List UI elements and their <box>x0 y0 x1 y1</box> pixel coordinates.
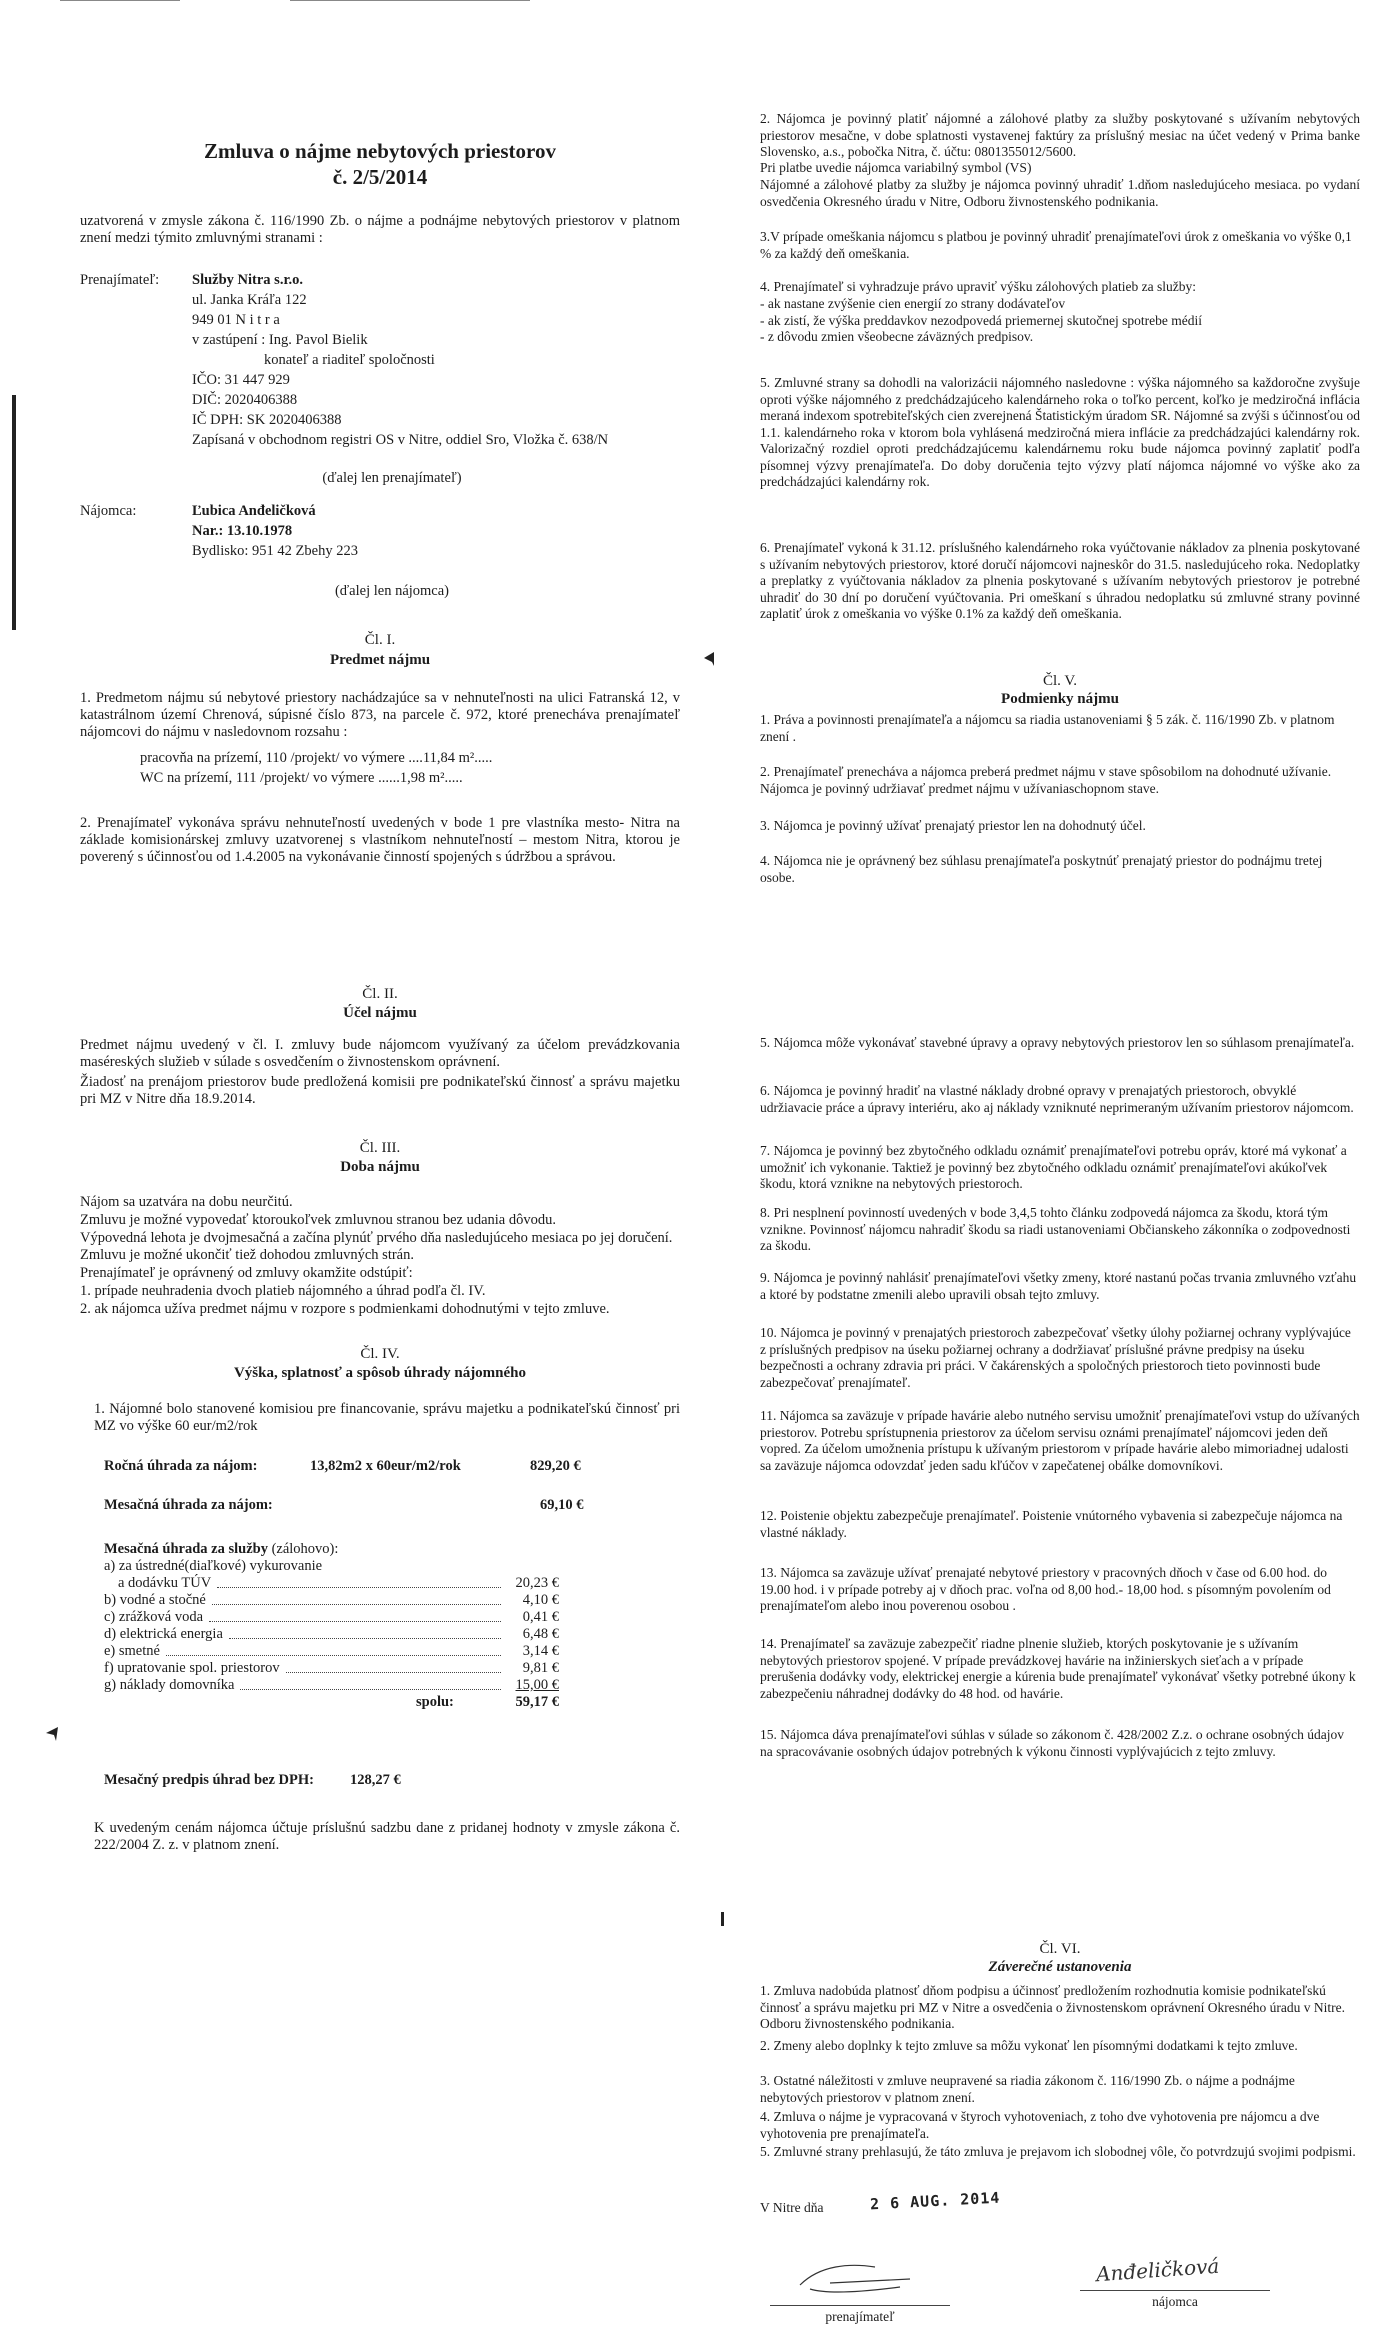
valorization-para: 5. Zmluvné strany sa dohodli na valorizácii nájomného nasledovne : výška nájomného sa každoročne zvyšuje oproti výške nájomného z predchádzajúceho kalendárneho roka o toľko percent, koľko je medziročná inflácia meraná indexom spotrebiteľských cien zverejnená Štatistickým úradom SR. Nájomné sa zvýši s účinnosťou od 1.1. kalendárneho roka v ktorom bola vyhlásená medziročná miera inflácie za predchádzajúci kalendárny rok. Valorizačný rozdiel oproti predchádzajúcemu kalendárnemu roku bude nájomca povinný zaplatiť podľa písomnej výzvy prenajímateľa. Do doby doručenia tejto výzvy platí nájomca nájomné vo výške ako za predchádzajúci kalendárny rok. <box>760 375 1360 489</box>
landlord-line: v zastúpení : Ing. Pavol Bielik <box>192 332 368 348</box>
left-column <box>80 0 680 2330</box>
advance-adjust-item: - ak zistí, že výška preddavkov nezodpovedá priemernej skutočnej spotrebe médií <box>760 312 1202 328</box>
art2-title: Účel nájmu <box>343 1005 417 1021</box>
advance-adjust-list <box>760 296 1360 346</box>
total-label: Mesačný predpis úhrad bez DPH: <box>104 1772 314 1788</box>
service-row <box>104 1660 559 1677</box>
landlord-signature-line <box>770 2305 950 2306</box>
landlord-line: konateľ a riaditeľ spoločnosti <box>264 352 435 368</box>
tenant-signature-line <box>1080 2290 1270 2291</box>
services-block <box>104 1541 644 1712</box>
art2-para2: Žiadosť na prenájom priestorov bude predložená komisii pre podnikateľskú činnosť a správu majetku pri MZ v Nitre dňa 18.9.2014. <box>80 1074 680 1107</box>
margin-tick-icon <box>718 1910 728 1930</box>
landlord-label: Prenajímateľ: <box>80 272 160 288</box>
art5-item: 15. Nájomca dáva prenajímateľovi súhlas v súlade so zákonom č. 428/2002 Z.z. o ochrane osobných údajov na spracovávanie osobných údajov potrebných k výkonu činnosti vyplývajúcich z tejto zmluvy. <box>760 1727 1344 1759</box>
service-value: 20,23 € <box>515 1575 559 1591</box>
margin-binding-mark <box>12 395 16 630</box>
advance-adjust-para: 4. Prenajímateľ si vyhradzuje právo upraviť výšku zálohových platieb za služby: <box>760 279 1197 294</box>
art6-item: 5. Zmluvné strany prehlasujú, že táto zmluva je prejavom ich slobodnej vôle, čo potvrdzujú svojimi podpismi. <box>760 2144 1356 2159</box>
tenant-alias: (ďalej len nájomca) <box>334 583 450 599</box>
landlord-alias: (ďalej len prenajímateľ) <box>322 470 462 486</box>
art5-title: Podmienky nájmu <box>1001 691 1119 707</box>
vat-note: K uvedeným cenám nájomca účtuje príslušnú sadzbu dane z pridanej hodnoty v zmysle zákona č. 222/2004 Z. z. v platnom znení. <box>94 1820 680 1853</box>
service-label: d) elektrická energia <box>104 1626 223 1642</box>
service-value: 15,00 € <box>515 1677 559 1693</box>
service-row <box>104 1575 559 1592</box>
tenant-signature: Anđeličková <box>1095 2253 1221 2287</box>
monthly-rent-label: Mesačná úhrada za nájom: <box>104 1497 273 1513</box>
total-value: 128,27 € <box>350 1772 401 1788</box>
services-sum-value: 59,17 € <box>515 1694 559 1710</box>
landlord-block <box>192 272 680 452</box>
tenant-signature-label: nájomca <box>1152 2294 1198 2309</box>
advance-adjust-item: - ak nastane zvýšenie cien energií zo strany dodávateľov <box>760 296 1066 311</box>
art5-item: 8. Pri nesplnení povinností uvedených v bode 3,4,5 tohto článku zodpovedá nájomca za škodu, ktorá tým vznikne. Povinnosť nájomcu nahradiť škodu sa riadi ustanoveniami Občianskeho zákonníka o zodpovednosti za škodu. <box>760 1205 1351 1253</box>
art5-item: 11. Nájomca sa zaväzuje v prípade havárie alebo nutného servisu umožniť prenajímateľovi vstup do užívaných priestorov. Potrebu sprístupnenia priestorov za účelom servisu oznámi prenajímateľ nájomcovi jeden deň vopred. Za účelom umožnenia prístupu k užívaným priestorom v prípade havárie alebo mimoriadnej udalosti sa zaväzuje nájomca odovzdať jeden sadu kľúčov v zapečatenej obálke domovníkovi. <box>760 1408 1360 1473</box>
late-interest-para: 3.V prípade omeškania nájomcu s platbou je povinný uhradiť prenajímateľovi úrok z omeškania vo výške 0,1 % za každý deň omeškania. <box>760 229 1352 261</box>
art5-number: Čl. V. <box>1042 673 1078 689</box>
service-row <box>104 1643 559 1660</box>
settlement-para: 6. Prenajímateľ vykoná k 31.12. príslušného kalendárneho roka vyúčtovanie nákladov za plnenia poskytované s užívaním nebytových priestorov, ktoré doručí nájomcovi najneskôr do 31.5. nasledujúceho roka. Nedoplatky a preplatky z vyúčtovania nákladov za plnenia poskytované s užívaním nebytových priestorov je potrebné uhradiť do 30 dní po doručení vyúčtovania. Pri omeškaní s úhradou nedoplatku sú zmluvné strany povinné zaplatiť úrok z omeškania vo výške 0.1% za každý deň omeškania. <box>760 540 1360 621</box>
art5-item: 1. Práva a povinnosti prenajímateľa a nájomcu sa riadia ustanoveniami § 5 zák. č. 116/1990 Zb. v platnom znení . <box>760 712 1335 744</box>
art5-item: 13. Nájomca sa zaväzuje užívať prenajaté nebytové priestory v pracovných dňoch v čase od 6.00 hod. do 19.00 hod. i v prípade potreby aj v dňoch prac. voľna od 8,00 hod.- 18,00 hod. s písomným povolením od prenajímateľom alebo inou poverenou osobou . <box>760 1565 1331 1613</box>
art3-title: Doba nájmu <box>340 1159 420 1175</box>
landlord-line: Služby Nitra s.r.o. <box>192 272 304 288</box>
service-value: 9,81 € <box>522 1660 559 1676</box>
tenant-name: Ľubica Anđeličková <box>192 503 316 519</box>
art5-item: 3. Nájomca je povinný užívať prenajatý priestor len na dohodnutý účel. <box>760 818 1146 833</box>
landlord-line: IČ DPH: SK 2020406388 <box>192 412 342 428</box>
art5-item: 4. Nájomca nie je oprávnený bez súhlasu prenajímateľa poskytnúť prenajatý priestor do podnájmu tretej osobe. <box>760 853 1323 885</box>
intro-text: uzatvorená v zmysle zákona č. 116/1990 Zb. o nájme a podnájme nebytových priestorov v platnom znení medzi týmito zmluvnými stranami : <box>80 213 680 246</box>
service-value: 0,41 € <box>522 1609 559 1625</box>
art5-item: 2. Prenajímateľ prenecháva a nájomca preberá predmet nájmu v stave spôsobilom na dohodnuté užívanie. Nájomca je povinný udržiavať predmet nájmu v užívaniaschopnom stave. <box>760 764 1332 796</box>
right-column <box>760 0 1360 2330</box>
annual-rent-label: Ročná úhrada za nájom: <box>104 1458 258 1474</box>
service-value: 4,10 € <box>522 1592 559 1608</box>
art1-title: Predmet nájmu <box>329 652 431 668</box>
payment-para: 2. Nájomca je povinný platiť nájomné a zálohové platby za služby poskytované s užívaním nebytových priestorov mesačne, v dobe splatnosti vystavenej faktúry za príslušný mesiac na účet vedený v Prima banke Slovensko, a.s., pobočka Nitra, č. účtu: 0801355012/5600. <box>760 111 1360 159</box>
tenant-label: Nájomca: <box>80 503 137 519</box>
art1-para2: 2. Prenajímateľ vykonáva správu nehnuteľností uvedených v bode 1 pre vlastníka mesto- Nitra na základe komisionárskej zmluvy uzatvorenej s vlastníkom nehnuteľností – mestom Nitra, ktorou je poverený s účinnosťou od 1.4.2005 na vykonávanie činností spojených s údržbou a správou. <box>80 815 680 865</box>
art6-item: 1. Zmluva nadobúda platnosť dňom podpisu a účinnosť predložením rozhodnutia komisie podnikateľskú činnosť a správu majetku pri MZ v Nitre a osvedčenia o živnostenskom oprávnení Okresného úradu v Nitre. Odboru živnostenského podnikania. <box>760 1983 1345 2031</box>
art4-number: Čl. IV. <box>360 1346 400 1362</box>
art5-item: 5. Nájomca môže vykonávať stavebné úpravy a opravy nebytových priestorov len so súhlasom prenajímateľa. <box>760 1035 1355 1050</box>
document-title: Zmluva o nájme nebytových priestorov <box>204 139 556 163</box>
art6-item: 3. Ostatné náležitosti v zmluve neupravené sa riadia zákonom č. 116/1990 Zb. o nájme a podnájme nebytových priestorov v platnom znení. <box>760 2073 1295 2105</box>
date-stamp: 2 6 AUG. 2014 <box>869 2188 1001 2214</box>
landlord-signature <box>790 2245 940 2305</box>
art2-number: Čl. II. <box>362 986 398 1002</box>
service-row <box>104 1626 559 1643</box>
document-number: č. 2/5/2014 <box>332 165 428 189</box>
service-label: g) náklady domovníka <box>104 1677 235 1693</box>
art6-item: 4. Zmluva o nájme je vypracovaná v štyroch vyhotoveniach, z toho dve vyhotovenia pre nájomcu a dve vyhotovenia pre prenajímateľa. <box>760 2109 1320 2141</box>
art4-title: Výška, splatnosť a spôsob úhrady nájomného <box>233 1365 527 1381</box>
art5-item: 6. Nájomca je povinný hradiť na vlastné náklady drobné opravy v prenajatých priestoroch, obvyklé udržiavacie práce a úpravy interiéru, ako aj náklady vzniknuté neprimeraným užívaním priestorov nájomcom. <box>760 1083 1354 1115</box>
landlord-line: Zapísaná v obchodnom registri OS v Nitre, oddiel Sro, Vložka č. 638/N <box>192 432 609 448</box>
margin-arrow-icon <box>700 650 720 670</box>
art1-para1: 1. Predmetom nájmu sú nebytové priestory nachádzajúce sa v nehnuteľnosti na ulici Fatranská 12, v katastrálnom území Chrenová, súpisné číslo 873, na parcele č. 972, ktoré prenecháva prenajímateľ nájomcovi do nájmu v nasledovnom rozsahu : <box>80 690 680 740</box>
service-label: b) vodné a stočné <box>104 1592 206 1608</box>
art3-line: Zmluvu je možné vypovedať ktoroukoľvek zmluvnou stranou bez udania dôvodu. <box>80 1212 556 1228</box>
art3-line: Výpovedná lehota je dvojmesačná a začína plynúť prvého dňa nasledujúceho mesiaca po jej doručení. Zmluvu je možné ukončiť tiež dohodou zmluvných strán. <box>80 1230 673 1263</box>
tenant-birth: Nar.: 13.10.1978 <box>192 523 293 539</box>
service-label: c) zrážková voda <box>104 1609 204 1625</box>
services-heat-line: a) za ústredné(diaľkové) vykurovanie <box>104 1558 323 1574</box>
services-sum-label: spolu: <box>416 1694 454 1710</box>
art5-item: 12. Poistenie objektu zabezpečuje prenajímateľ. Poistenie vnútorného vybavenia si zabezpečuje nájomca na vlastné náklady. <box>760 1508 1343 1540</box>
annual-rent-value: 829,20 € <box>530 1458 581 1474</box>
art1-room1: pracovňa na prízemí, 110 /projekt/ vo výmere ....11,84 m²..... <box>140 750 493 766</box>
landlord-line: ul. Janka Kráľa 122 <box>192 292 307 308</box>
art5-item: 7. Nájomca je povinný bez zbytočného odkladu oznámiť prenajímateľovi potrebu opráv, ktoré má vykonať a umožniť ich vykonanie. Taktiež je povinný bez zbytočného odkladu oznámiť prenajímateľovi akúkoľvek škodu, ktorá vznikne na nebytových priestoroch. <box>760 1143 1347 1191</box>
landlord-line: IČO: 31 447 929 <box>192 372 290 388</box>
margin-arrow-icon <box>42 1725 62 1745</box>
variable-symbol-note: Pri platbe uvedie nájomca variabilný symbol (VS) <box>760 160 1032 175</box>
art3-line: 1. prípade neuhradenia dvoch platieb nájomného a úhrad podľa čl. IV. <box>80 1283 486 1299</box>
art1-number: Čl. I. <box>364 632 396 648</box>
service-row <box>104 1592 559 1609</box>
service-row <box>104 1677 559 1694</box>
art2-para1: Predmet nájmu uvedený v čl. I. zmluvy bude nájomcom využívaný za účelom prevádzkovania maséreských služieb v súlade s osvedčením o živnostenskom oprávnení. <box>80 1037 680 1070</box>
art6-title: Záverečné ustanovenia <box>988 1959 1132 1975</box>
art1-room2: WC na prízemí, 111 /projekt/ vo výmere ......1,98 m²..... <box>140 770 463 786</box>
service-label: f) upratovanie spol. priestorov <box>104 1660 280 1676</box>
service-row <box>104 1609 559 1626</box>
signing-place: V Nitre dňa <box>760 2200 824 2215</box>
service-value: 3,14 € <box>522 1643 559 1659</box>
payment-due-para: Nájomné a zálohové platby za služby je nájomca povinný uhradiť 1.dňom nasledujúceho mesiaca. po vydaní osvedčenia Okresného úradu v Nitre, Odboru živnostenského podnikania. <box>760 177 1360 209</box>
art5-item: 9. Nájomca je povinný nahlásiť prenajímateľovi všetky zmeny, ktoré nastanú počas trvania zmluvného vzťahu a ktoré by podstatne zmenili alebo upravili obsah tejto zmluvy. <box>760 1270 1357 1302</box>
services-note: (zálohovo): <box>271 1541 339 1557</box>
art5-item: 10. Nájomca je povinný v prenajatých priestoroch zabezpečovať všetky úlohy požiarnej ochrany vyplývajúce z príslušných predpisov na úseku požiarnej ochrany a dodržiavať príslušné právne predpisy na úseku bezpečnosti a ochrany zdravia pri práci. V čakárenských a spoločných priestoroch tieto povinnosti bude zabezpečovať prenajímateľ. <box>760 1325 1351 1390</box>
service-label: a dodávku TÚV <box>118 1575 212 1591</box>
tenant-address: Bydlisko: 951 42 Zbehy 223 <box>192 543 358 559</box>
art5-item: 14. Prenajímateľ sa zaväzuje zabezpečiť riadne plnenie služieb, ktorých poskytovanie je s užívaním nebytových priestorov spojené. V prípade prevádzkovej havárie na inžinierskych sieťach a v prípade prerušenia dodávky vody, elektrickej energie a kúrenia bude prenajímateľ vykonávať všetky potrebné úkony k zabezpečeniu náhradnej dodávky do 48 hod. od havárie. <box>760 1636 1356 1701</box>
art3-line: 2. ak nájomca užíva predmet nájmu v rozpore s podmienkami dohodnutými v tejto zmluve. <box>80 1301 610 1317</box>
landlord-line: 949 01 N i t r a <box>192 312 280 328</box>
service-value: 6,48 € <box>522 1626 559 1642</box>
art4-para1: 1. Nájomné bolo stanovené komisiou pre financovanie, správu majetku a podnikateľskú činnosť pri MZ vo výške 60 eur/m2/rok <box>94 1401 680 1434</box>
services-label: Mesačná úhrada za služby <box>104 1541 268 1557</box>
art3-line: Nájom sa uzatvára na dobu neurčitú. <box>80 1194 293 1210</box>
advance-adjust-item: - z dôvodu zmien všeobecne záväzných predpisov. <box>760 329 1034 344</box>
art3-body <box>80 1194 680 1318</box>
annual-rent-calc: 13,82m2 x 60eur/m2/rok <box>310 1458 461 1474</box>
art3-number: Čl. III. <box>359 1140 401 1156</box>
service-label: e) smetné <box>104 1643 160 1659</box>
landlord-line: DIČ: 2020406388 <box>192 392 298 408</box>
landlord-signature-label: prenajímateľ <box>825 2309 895 2324</box>
art6-item: 2. Zmeny alebo doplnky k tejto zmluve sa môžu vykonať len písomnými dodatkami k tejto zmluve. <box>760 2038 1298 2053</box>
services-sum-row <box>104 1694 559 1712</box>
art6-number: Čl. VI. <box>1039 1941 1081 1957</box>
tenant-block <box>192 503 680 563</box>
monthly-rent-value: 69,10 € <box>540 1497 584 1513</box>
art3-line: Prenajímateľ je oprávnený od zmluvy okamžite odstúpiť: <box>80 1265 413 1281</box>
